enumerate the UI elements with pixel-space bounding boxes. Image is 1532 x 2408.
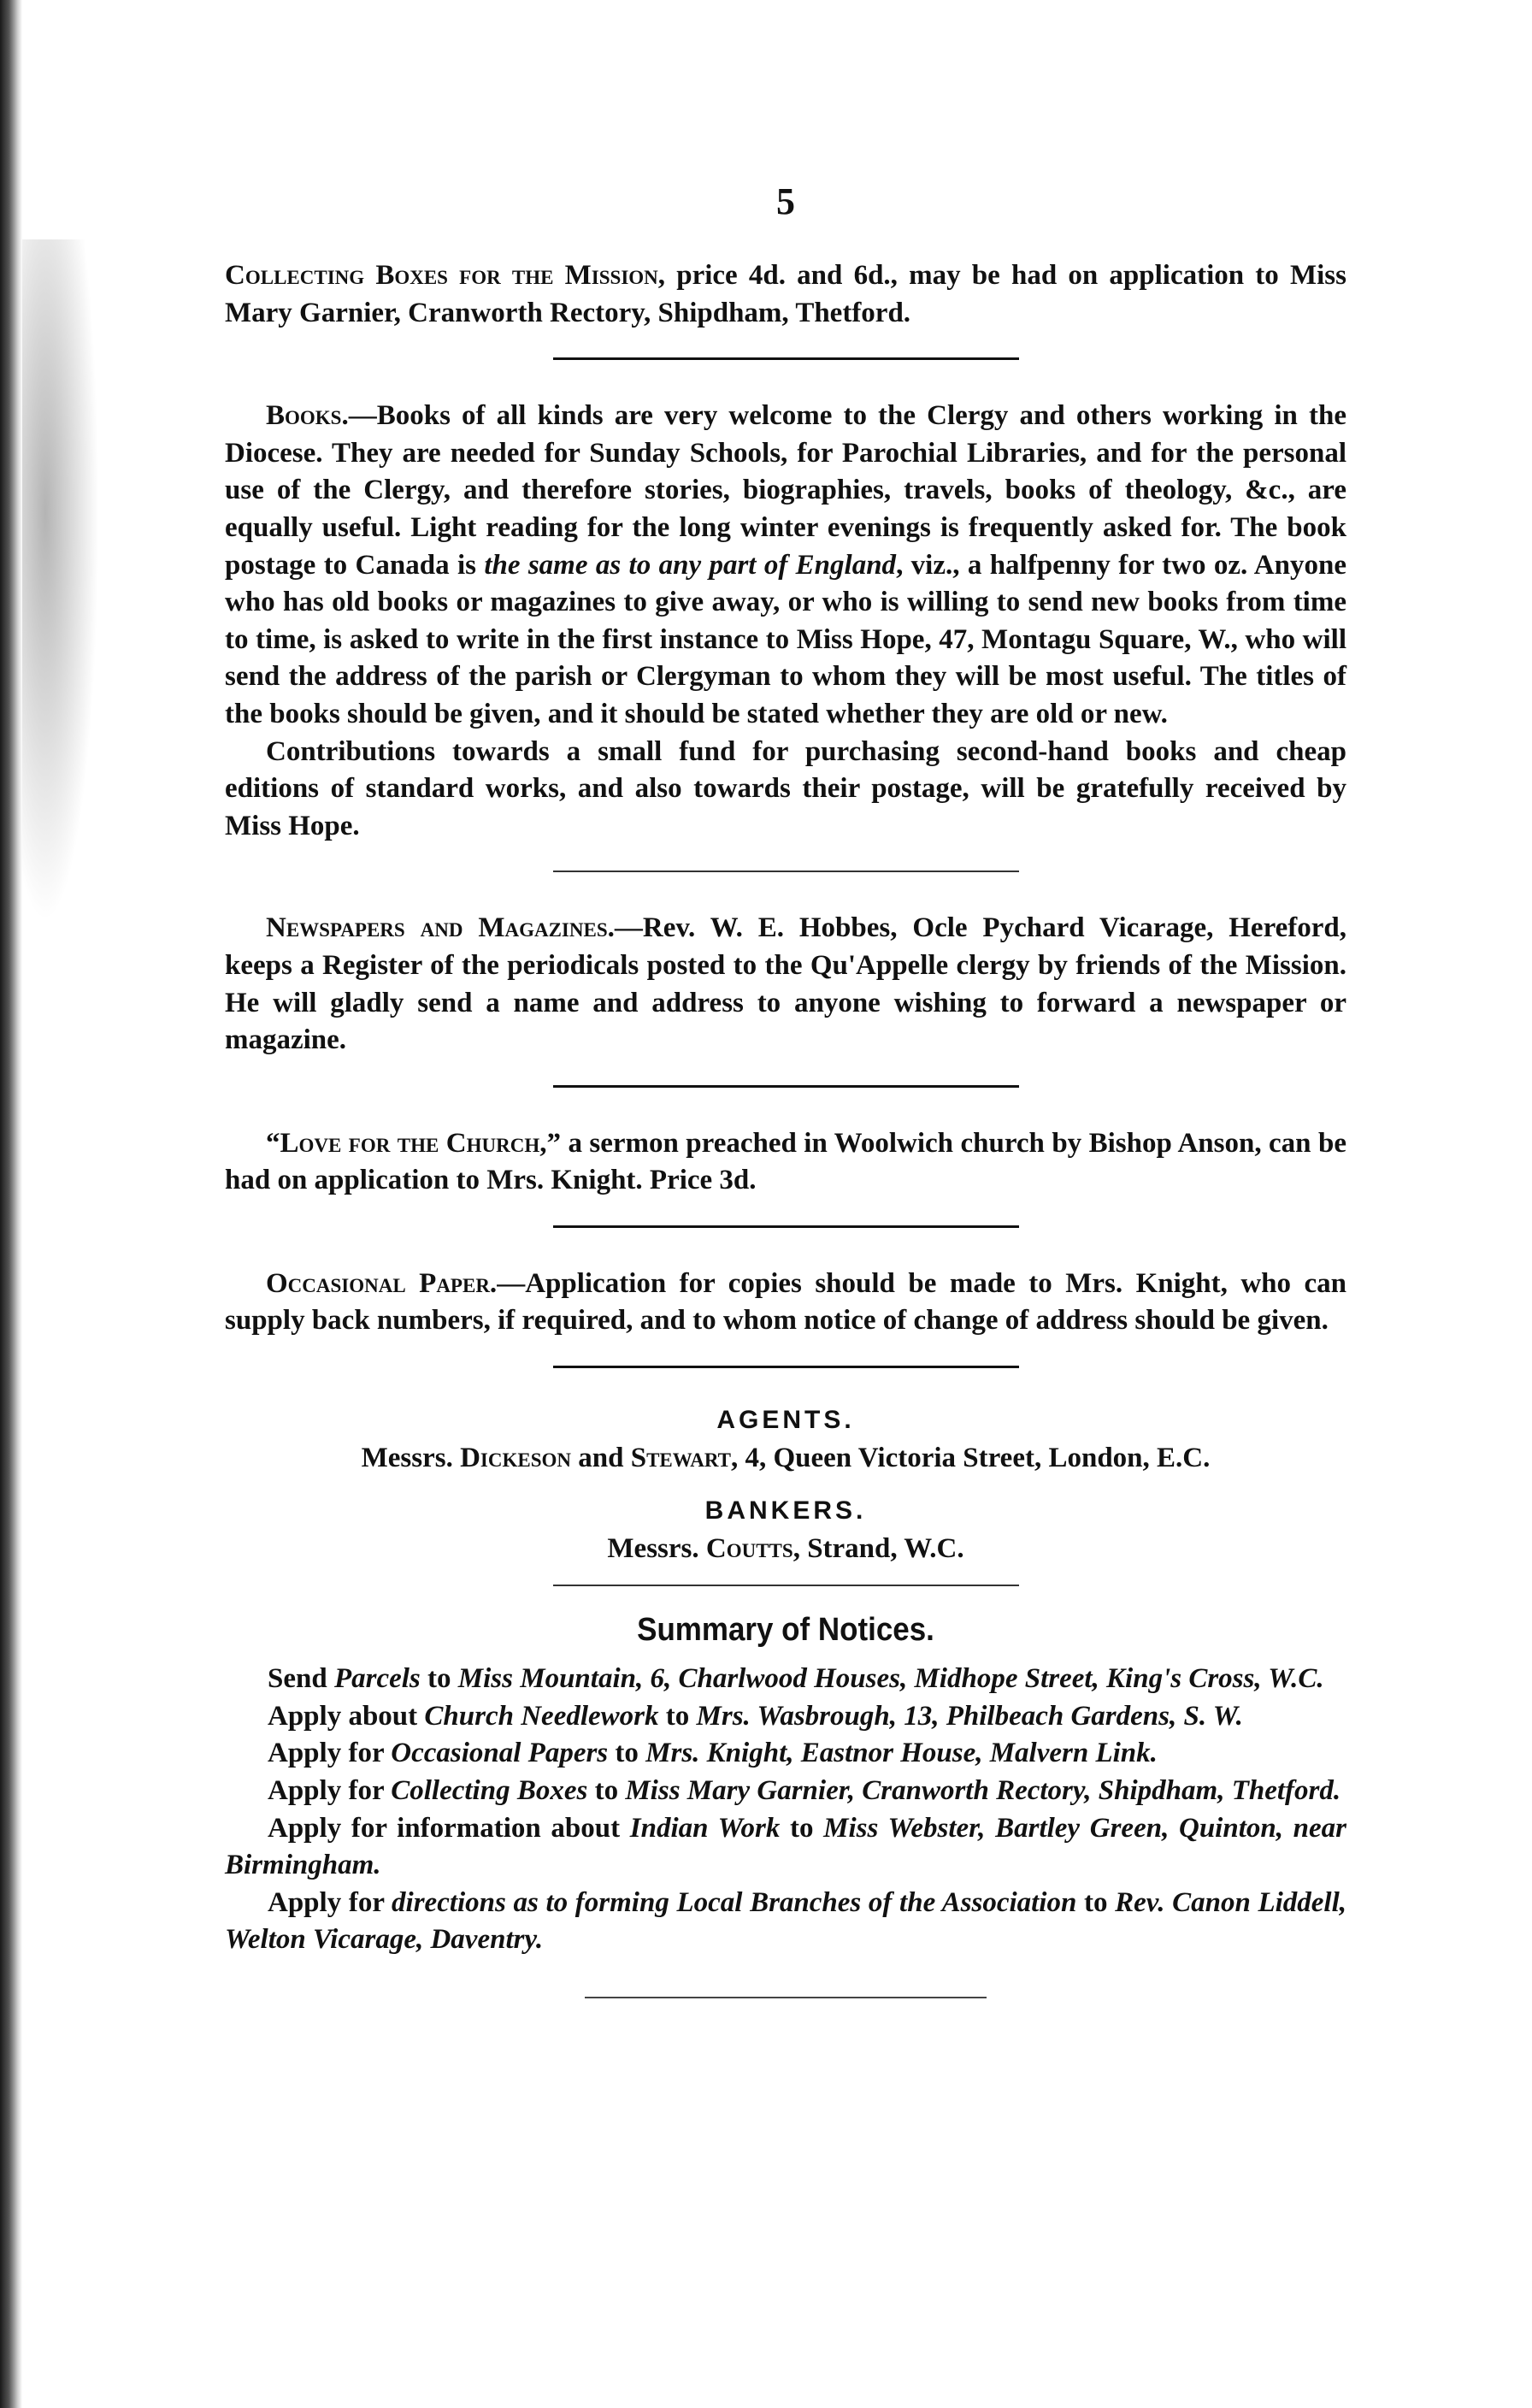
banker-name-coutts: Coutts: [705, 1532, 793, 1564]
summary-item-contact: Miss Webster, Bartley Green, Quinton, near Birmingham.: [225, 1812, 1346, 1881]
occasional-paper-text: —Application for copies should be made to Mrs. Knight, who can supply back numbers, if required, and to whom notice of change of address should be given.: [225, 1267, 1346, 1337]
summary-item-subject: Parcels: [333, 1663, 421, 1695]
section-divider: [553, 1225, 1019, 1228]
newspapers-heading: Newspapers and Magazines.: [266, 912, 615, 944]
summary-item-subject: Occasional Papers: [391, 1738, 609, 1769]
agent-name-stewart: Stewart: [630, 1443, 731, 1474]
summary-item-contact: Mrs. Wasbrough, 13, Philbeach Gardens, S. W.: [696, 1700, 1243, 1732]
agents-and: and: [571, 1443, 631, 1474]
summary-item-to: to: [420, 1663, 458, 1695]
agents-heading: AGENTS.: [716, 1406, 855, 1435]
sermon-heading: “Love for the Church,”: [266, 1127, 561, 1159]
bankers-line: [225, 1531, 1346, 1568]
summary-item: [225, 1735, 1346, 1773]
agents-address: , 4, Queen Victoria Street, London, E.C.: [730, 1443, 1211, 1474]
end-divider: [585, 1997, 987, 1998]
summary-item-contact: Mrs. Knight, Eastnor House, Malvern Link.: [645, 1738, 1158, 1769]
summary-item-lead: Apply for: [268, 1886, 392, 1918]
books-text-a: —Books of all kinds are very welcome to the Clergy and others working in the Diocese. They are needed for Sunday Schools, for Parochial Libraries, and for the personal use of the Clergy, and therefore stories, biographies, travels, books of theology, &c., are equally useful. Light reading for the long winter evenings is frequently asked for. The book postage to Canada is: [225, 400, 1346, 581]
books-text-b: , viz., a halfpenny for two oz. Anyone who has old books or magazines to give away, or who is willing to send new books from time to time, is asked to write in the first instance to Miss Hope, 47, Montagu Square, W., who will send the address of the parish or Clergyman to whom they will be most useful. The titles of the books should be given, and it should be stated whether they are old or new.: [225, 549, 1346, 729]
summary-item-to: to: [1076, 1886, 1116, 1918]
summary-item: [225, 1773, 1346, 1810]
section-divider: [553, 1085, 1019, 1088]
newspapers-notice: [225, 910, 1346, 1059]
agent-name-dickeson: Dickeson: [460, 1443, 572, 1474]
occasional-paper-notice: [225, 1266, 1346, 1340]
summary-of-notices: [225, 1612, 1346, 1959]
summary-item-subject: directions as to forming Local Branches of the Association: [392, 1886, 1077, 1918]
summary-item-contact: Miss Mountain, 6, Charlwood Houses, Midhope Street, King's Cross, W.C.: [457, 1663, 1324, 1695]
sermon-text: a sermon preached in Woolwich church by Bishop Anson, can be had on application to Mrs. Knight. Price 3d.: [225, 1127, 1346, 1196]
sermon-notice: [225, 1125, 1346, 1200]
summary-item-subject: Church Needlework: [424, 1700, 659, 1732]
newspapers-text: —Rev. W. E. Hobbes, Ocle Pychard Vicarage, Hereford, keeps a Register of the periodicals posted to the Qu'Appelle clergy by friends of the Mission. He will gladly send a name and address to anyone wishing to forward a newspaper or magazine.: [225, 912, 1347, 1056]
summary-item: [225, 1661, 1346, 1698]
books-contributions: Contributions towards a small fund for purchasing second-hand books and cheap editions of standard works, and also towards their postage, will be gratefully received by Miss Hope.: [225, 735, 1346, 841]
agents-line: [225, 1440, 1346, 1478]
collecting-boxes-notice: [225, 257, 1346, 332]
summary-item-to: to: [608, 1738, 646, 1769]
page-binding-edge: [0, 0, 22, 2408]
books-heading: Books.: [266, 400, 349, 432]
summary-item: [225, 1885, 1346, 1959]
collecting-boxes-text: , price 4d. and 6d., may be had on application to Miss Mary Garnier, Cranworth Rectory, Shipdham, Thetford.: [225, 260, 1346, 328]
summary-item-contact: Rev. Canon Liddell, Welton Vicarage, Daventry.: [225, 1886, 1346, 1956]
section-divider: [553, 1366, 1019, 1368]
bankers-prefix: Messrs.: [607, 1532, 706, 1564]
summary-item: [225, 1698, 1346, 1736]
agents-prefix: Messrs.: [361, 1443, 461, 1474]
summary-item: [225, 1810, 1346, 1885]
summary-item-subject: Collecting Boxes: [391, 1775, 588, 1807]
summary-item-to: to: [658, 1700, 697, 1732]
occasional-paper-heading: Occasional Paper.: [266, 1267, 498, 1299]
page-stain: [22, 239, 99, 924]
bankers-address: , Strand, W.C.: [793, 1532, 964, 1564]
summary-title: Summary of Notices.: [637, 1612, 934, 1649]
books-notice: [225, 398, 1346, 733]
summary-item-lead: Apply for: [268, 1775, 392, 1807]
section-divider: [553, 871, 1019, 872]
summary-item-lead: Apply for: [268, 1738, 392, 1769]
summary-item-contact: Miss Mary Garnier, Cranworth Rectory, Shipdham, Thetford.: [625, 1775, 1341, 1807]
summary-item-lead: Apply about: [268, 1700, 425, 1732]
books-text-italic: the same as to any part of England: [484, 549, 897, 581]
summary-item-lead: Apply for information about: [268, 1812, 630, 1844]
bankers-heading: BANKERS.: [704, 1496, 867, 1525]
collecting-boxes-heading: Collecting Boxes for the Mission: [225, 260, 658, 291]
summary-item-to: to: [780, 1812, 824, 1844]
summary-item-to: to: [587, 1775, 626, 1807]
section-divider: [553, 1585, 1019, 1586]
page-number: 5: [776, 180, 795, 222]
summary-item-subject: Indian Work: [629, 1812, 781, 1844]
summary-item-lead: Send: [268, 1663, 334, 1695]
section-divider: [553, 357, 1019, 360]
page-content: [225, 180, 1346, 1998]
